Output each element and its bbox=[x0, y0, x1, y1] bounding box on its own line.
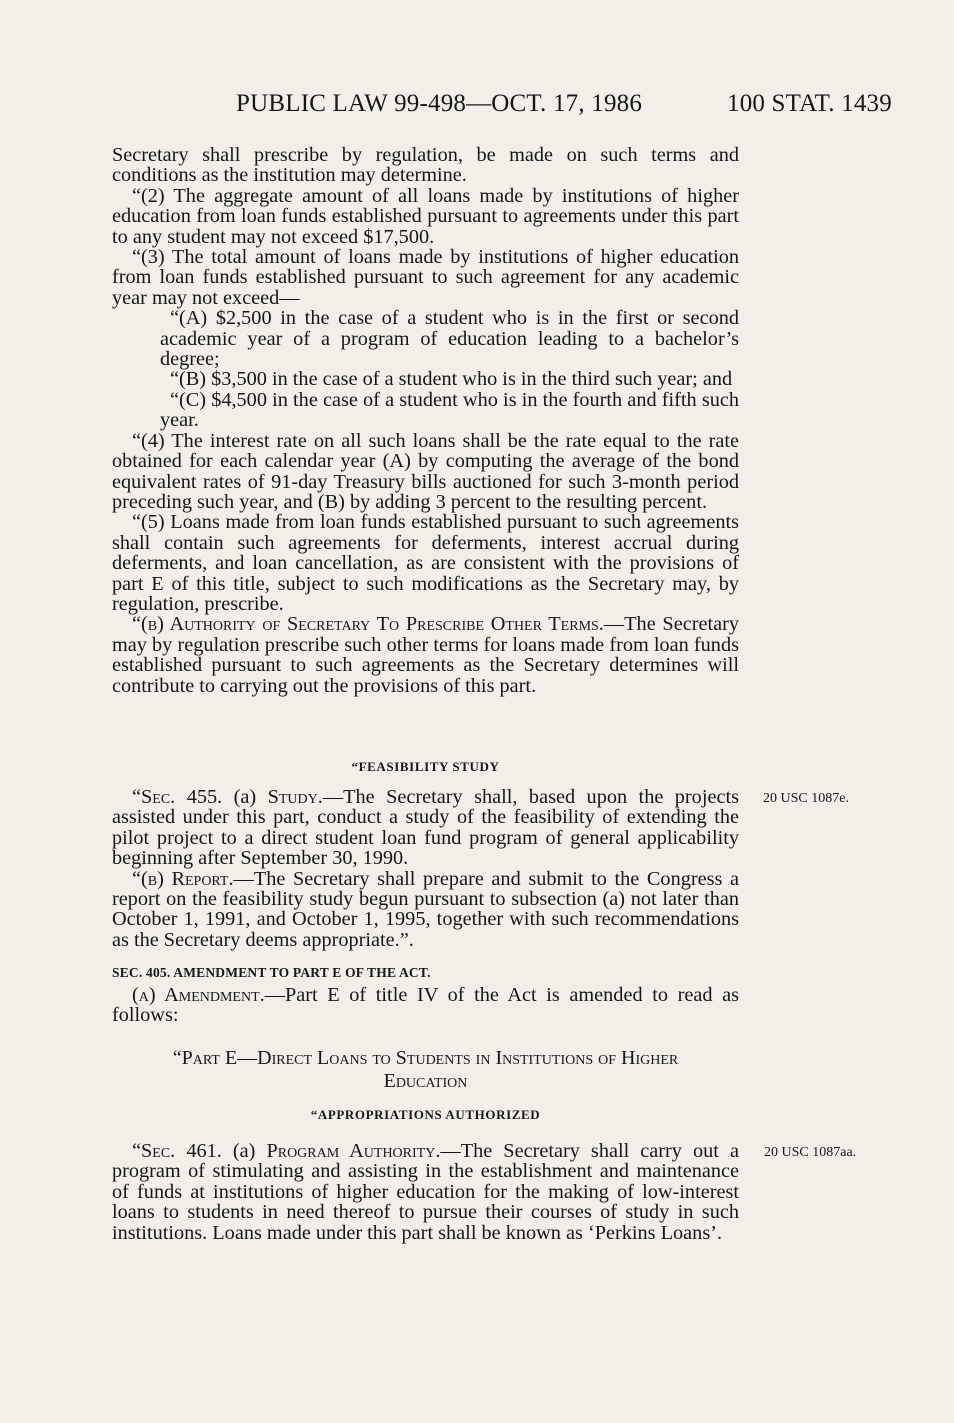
section-461-number: 461. (a) bbox=[175, 1140, 267, 1162]
report-heading: “(b) Report. bbox=[132, 867, 234, 890]
section-461-text: —The Secretary shall carry out a program of stimulating and assisting in the establishment and maintenance of funds at institutions of higher education for the making of low-interest loans to students in need thereof to pursue their courses of study in such institutions. Loans made under this part shall be known as ‘Perkins Loans’. bbox=[112, 1140, 739, 1244]
body-text-block-3 bbox=[112, 985, 739, 1026]
paragraph-2: “(2) The aggregate amount of all loans made by institutions of higher education from loan funds established pursuant to agreements under this part to any student may not exceed $17,500. bbox=[112, 184, 739, 248]
body-text-block-1 bbox=[112, 145, 739, 696]
part-e-heading-line-1: “Part E—Direct Loans to Students in Institutions of Higher bbox=[172, 1047, 679, 1069]
paragraph-5: “(5) Loans made from loan funds established pursuant to such agreements shall contain such agreements for deferments, interest accrual during deferments, and loan cancellation, as are consistent with the provisions of part E of this title, subject to such modifications as the Secretary may, by regulation, prescribe. bbox=[112, 511, 739, 615]
section-455-report bbox=[112, 869, 739, 951]
part-e-heading-line-2: Education bbox=[383, 1070, 468, 1092]
appropriations-heading: “APPROPRIATIONS AUTHORIZED bbox=[310, 1107, 541, 1122]
feasibility-study-heading: “FEASIBILITY STUDY bbox=[351, 759, 500, 774]
paragraph-continuation: Secretary shall prescribe by regulation, be made on such terms and conditions as the institution may determine. bbox=[112, 144, 739, 187]
section-455-number: 455. (a) bbox=[175, 786, 268, 808]
section-455-sec: “Sec. bbox=[132, 786, 176, 808]
margin-note-usc-1087aa: 20 USC 1087aa. bbox=[764, 1145, 857, 1160]
running-head-title: PUBLIC LAW 99-498—OCT. 17, 1986 bbox=[236, 90, 643, 117]
subsection-b-text: —The Secretary may by regulation prescribe such other terms for loans made from loan funds established pursuant to such agreements as the Secretary determines will contribute to carrying out the provisions of this part. bbox=[112, 613, 739, 697]
body-text-block-2 bbox=[112, 787, 739, 950]
margin-note-usc-1087e: 20 USC 1087e. bbox=[763, 791, 849, 806]
paragraph-4: “(4) The interest rate on all such loans shall be the rate equal to the rate obtained for each calendar year (A) by computing the average of the bond equivalent rates of 91-day Treasury bills auctioned for such 3-month period preceding such year, and (B) by adding 3 percent to the resulting percent. bbox=[112, 429, 739, 513]
section-405-heading: SEC. 405. AMENDMENT TO PART E OF THE ACT. bbox=[112, 965, 431, 980]
running-head-page-number: 100 STAT. 1439 bbox=[727, 90, 892, 117]
subsection-b bbox=[112, 614, 739, 696]
section-461-sec: “Sec. bbox=[132, 1140, 176, 1162]
subparagraph-b: “(B) $3,500 in the case of a student who is in the third such year; and bbox=[170, 368, 733, 391]
subsection-b-heading: “(b) Authority of Secretary To Prescribe Other Terms. bbox=[132, 613, 604, 636]
subparagraph-c: “(C) $4,500 in the case of a student who is in the fourth and fifth such year. bbox=[160, 388, 739, 432]
report-text: —The Secretary shall prepare and submit to the Congress a report on the feasibility study begun pursuant to subsection (a) not later than October 1, 1991, and October 1, 1995, together with such recommendations as the Secretary deems appropriate.”. bbox=[112, 867, 739, 951]
amendment-text: —Part E of title IV of the Act is amended to read as follows: bbox=[112, 984, 739, 1027]
section-461 bbox=[112, 1141, 739, 1243]
section-455-heading: Study. bbox=[267, 786, 323, 808]
paragraph-3: “(3) The total amount of loans made by institutions of higher education from loan funds established pursuant to such agreement for any academic year may not exceed— bbox=[112, 246, 739, 309]
part-e-heading bbox=[112, 1047, 739, 1093]
body-text-block-4 bbox=[112, 1141, 739, 1243]
amendment-paragraph bbox=[112, 985, 739, 1026]
section-455 bbox=[112, 787, 739, 869]
section-461-heading: Program Authority. bbox=[266, 1140, 441, 1162]
subparagraph-a: “(A) $2,500 in the case of a student who is in the first or second academic year of a program of education leading to a bachelor’s degree; bbox=[160, 307, 739, 371]
section-455-text: —The Secretary shall, based upon the projects assisted under this part, conduct a study of the feasibility of extending the pilot project to a direct student loan fund program of general applicability beginning after September 30, 1990. bbox=[112, 786, 739, 870]
amendment-heading: (a) Amendment. bbox=[132, 984, 265, 1006]
